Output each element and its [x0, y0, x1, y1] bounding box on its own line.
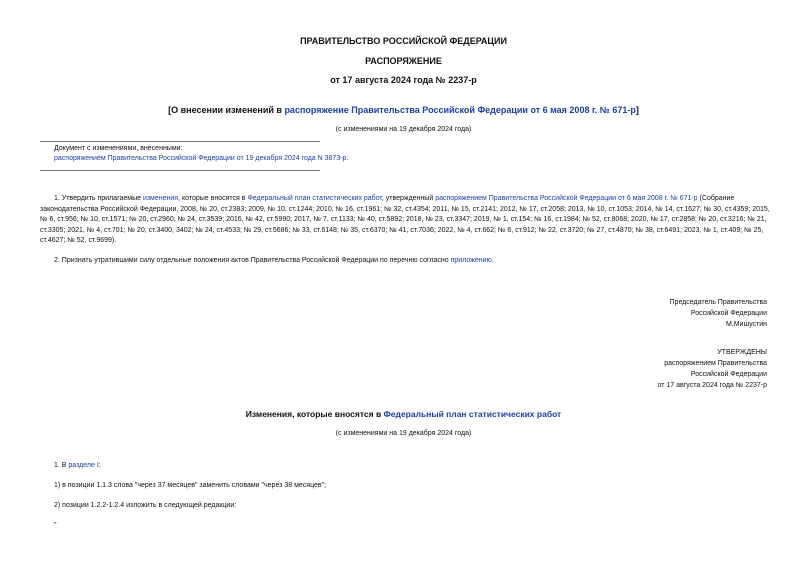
- appendix-link[interactable]: приложению: [450, 257, 492, 264]
- approved-line-2: распоряжением Правительства: [664, 360, 767, 367]
- document-type: РАСПОРЯЖЕНИЕ: [365, 56, 442, 66]
- changes-tail: .: [346, 155, 349, 162]
- order-671-link[interactable]: распоряжением Правительства Российской Федерации от 6 мая 2008 г. № 671-р: [435, 195, 698, 202]
- title-open: [О внесении изменений в: [168, 105, 285, 115]
- changes-link-line: [54, 155, 348, 162]
- item1-text: 1. В: [54, 462, 69, 469]
- approved-block: [657, 347, 767, 391]
- section-revision-note: (с изменениями на 19 декабря 2024 года): [335, 430, 472, 437]
- para2-text-2: .: [491, 257, 494, 264]
- changes-link[interactable]: распоряжением Правительства Российской Федерации от 19 декабря 2024 года N 3873-р: [54, 155, 347, 162]
- changes-label: Документ с изменениями, внесенными:: [54, 145, 183, 152]
- signature-line-2: Российской Федерации: [690, 310, 767, 317]
- section-title-link[interactable]: Федеральный план статистических работ: [383, 409, 562, 419]
- item-2: 1) в позиции 1.1.3 слова "через 37 месяцев" заменить словами "через 38 месяцев";: [54, 482, 327, 489]
- para1-text-4: (Собрание законодательства Российской Федерации, 2008, № 20, ст.2383; 2009, № 10, ст.1244; 2010, № 16, ст.1961; № 32, ст.4354; 2011, № 15, ст.2141; 2012, № 17, ст.2058; 2013, № 10, ст.1053; 2014, № 14, ст.1627; № 30, ст.4359; 2015, № 6, ст.956; № 10, ст.1571; № 20, ст.2960; № 24, ст.3539; 2016, № 42, ст.5990; 2017, № 7, ст.1133; № 40, ст.5892; 2018, № 23, ст.3347; 2019, № 1, ст.154; № 16, ст.1984; № 52, ст.8068; 2020, № 17, ст.2858; № 20, ст.3216; № 21, ст.3305; 2021, № 4, ст.701; № 20, ст.3400, 3402; № 24, ст.4533; № 29, ст.5686; № 33, ст.6148; № 35, ст.6370; № 41, ст.7036; 2022, № 4, ст.662; № 6, ст.912; № 22, ст.3720; № 27, ст.4870; № 38, ст.6491; 2023, № 1, ст.409; № 25, ст.4627; № 52, ст.9699).: [40, 195, 770, 244]
- divider-top: [40, 141, 320, 142]
- section-i-link[interactable]: разделе I: [68, 462, 99, 469]
- document-title: [0, 105, 807, 115]
- item-4-quote: ": [54, 522, 57, 529]
- section-title-text: Изменения, которые вносятся в: [245, 409, 384, 419]
- signature-line-1: Председатель Правительства: [669, 299, 767, 306]
- approved-line-1: УТВЕРЖДЕНЫ: [717, 349, 767, 356]
- approved-line-3: Российской Федерации: [690, 371, 767, 378]
- para1-text-3: , утвержденный: [381, 195, 436, 202]
- approved-line-4: от 17 августа 2024 года № 2237-р: [657, 382, 767, 389]
- changes-annex-link[interactable]: изменения: [142, 195, 179, 202]
- paragraph-2: [40, 256, 770, 267]
- para2-text-1: 2. Признать утратившими силу отдельные положения актов Правительства Российской Федерации по перечню согласно: [54, 257, 451, 264]
- title-close: ]: [635, 105, 639, 115]
- revision-note: (с изменениями на 19 декабря 2024 года): [335, 126, 472, 133]
- title-link[interactable]: распоряжение Правительства Российской Федерации от 6 мая 2008 г. № 671-р: [284, 105, 636, 115]
- para1-text-1: 1. Утвердить прилагаемые: [54, 195, 143, 202]
- item1-tail: :: [98, 462, 101, 469]
- item-3: 2) позиции 1.2.2-1.2.4 изложить в следующей редакции:: [54, 502, 237, 509]
- section-title: [0, 409, 807, 419]
- federal-plan-link[interactable]: Федеральный план статистических работ: [247, 195, 382, 202]
- signature-line-3: М.Мишустин: [725, 321, 767, 328]
- item-1: [54, 462, 101, 469]
- document-date-number: от 17 августа 2024 года № 2237-р: [330, 75, 477, 85]
- government-heading: ПРАВИТЕЛЬСТВО РОССИЙСКОЙ ФЕДЕРАЦИИ: [300, 36, 507, 46]
- para1-text-2: , которые вносятся в: [178, 195, 248, 202]
- signature-block: [670, 297, 767, 330]
- divider-bottom: [40, 170, 320, 171]
- paragraph-1: [40, 194, 770, 247]
